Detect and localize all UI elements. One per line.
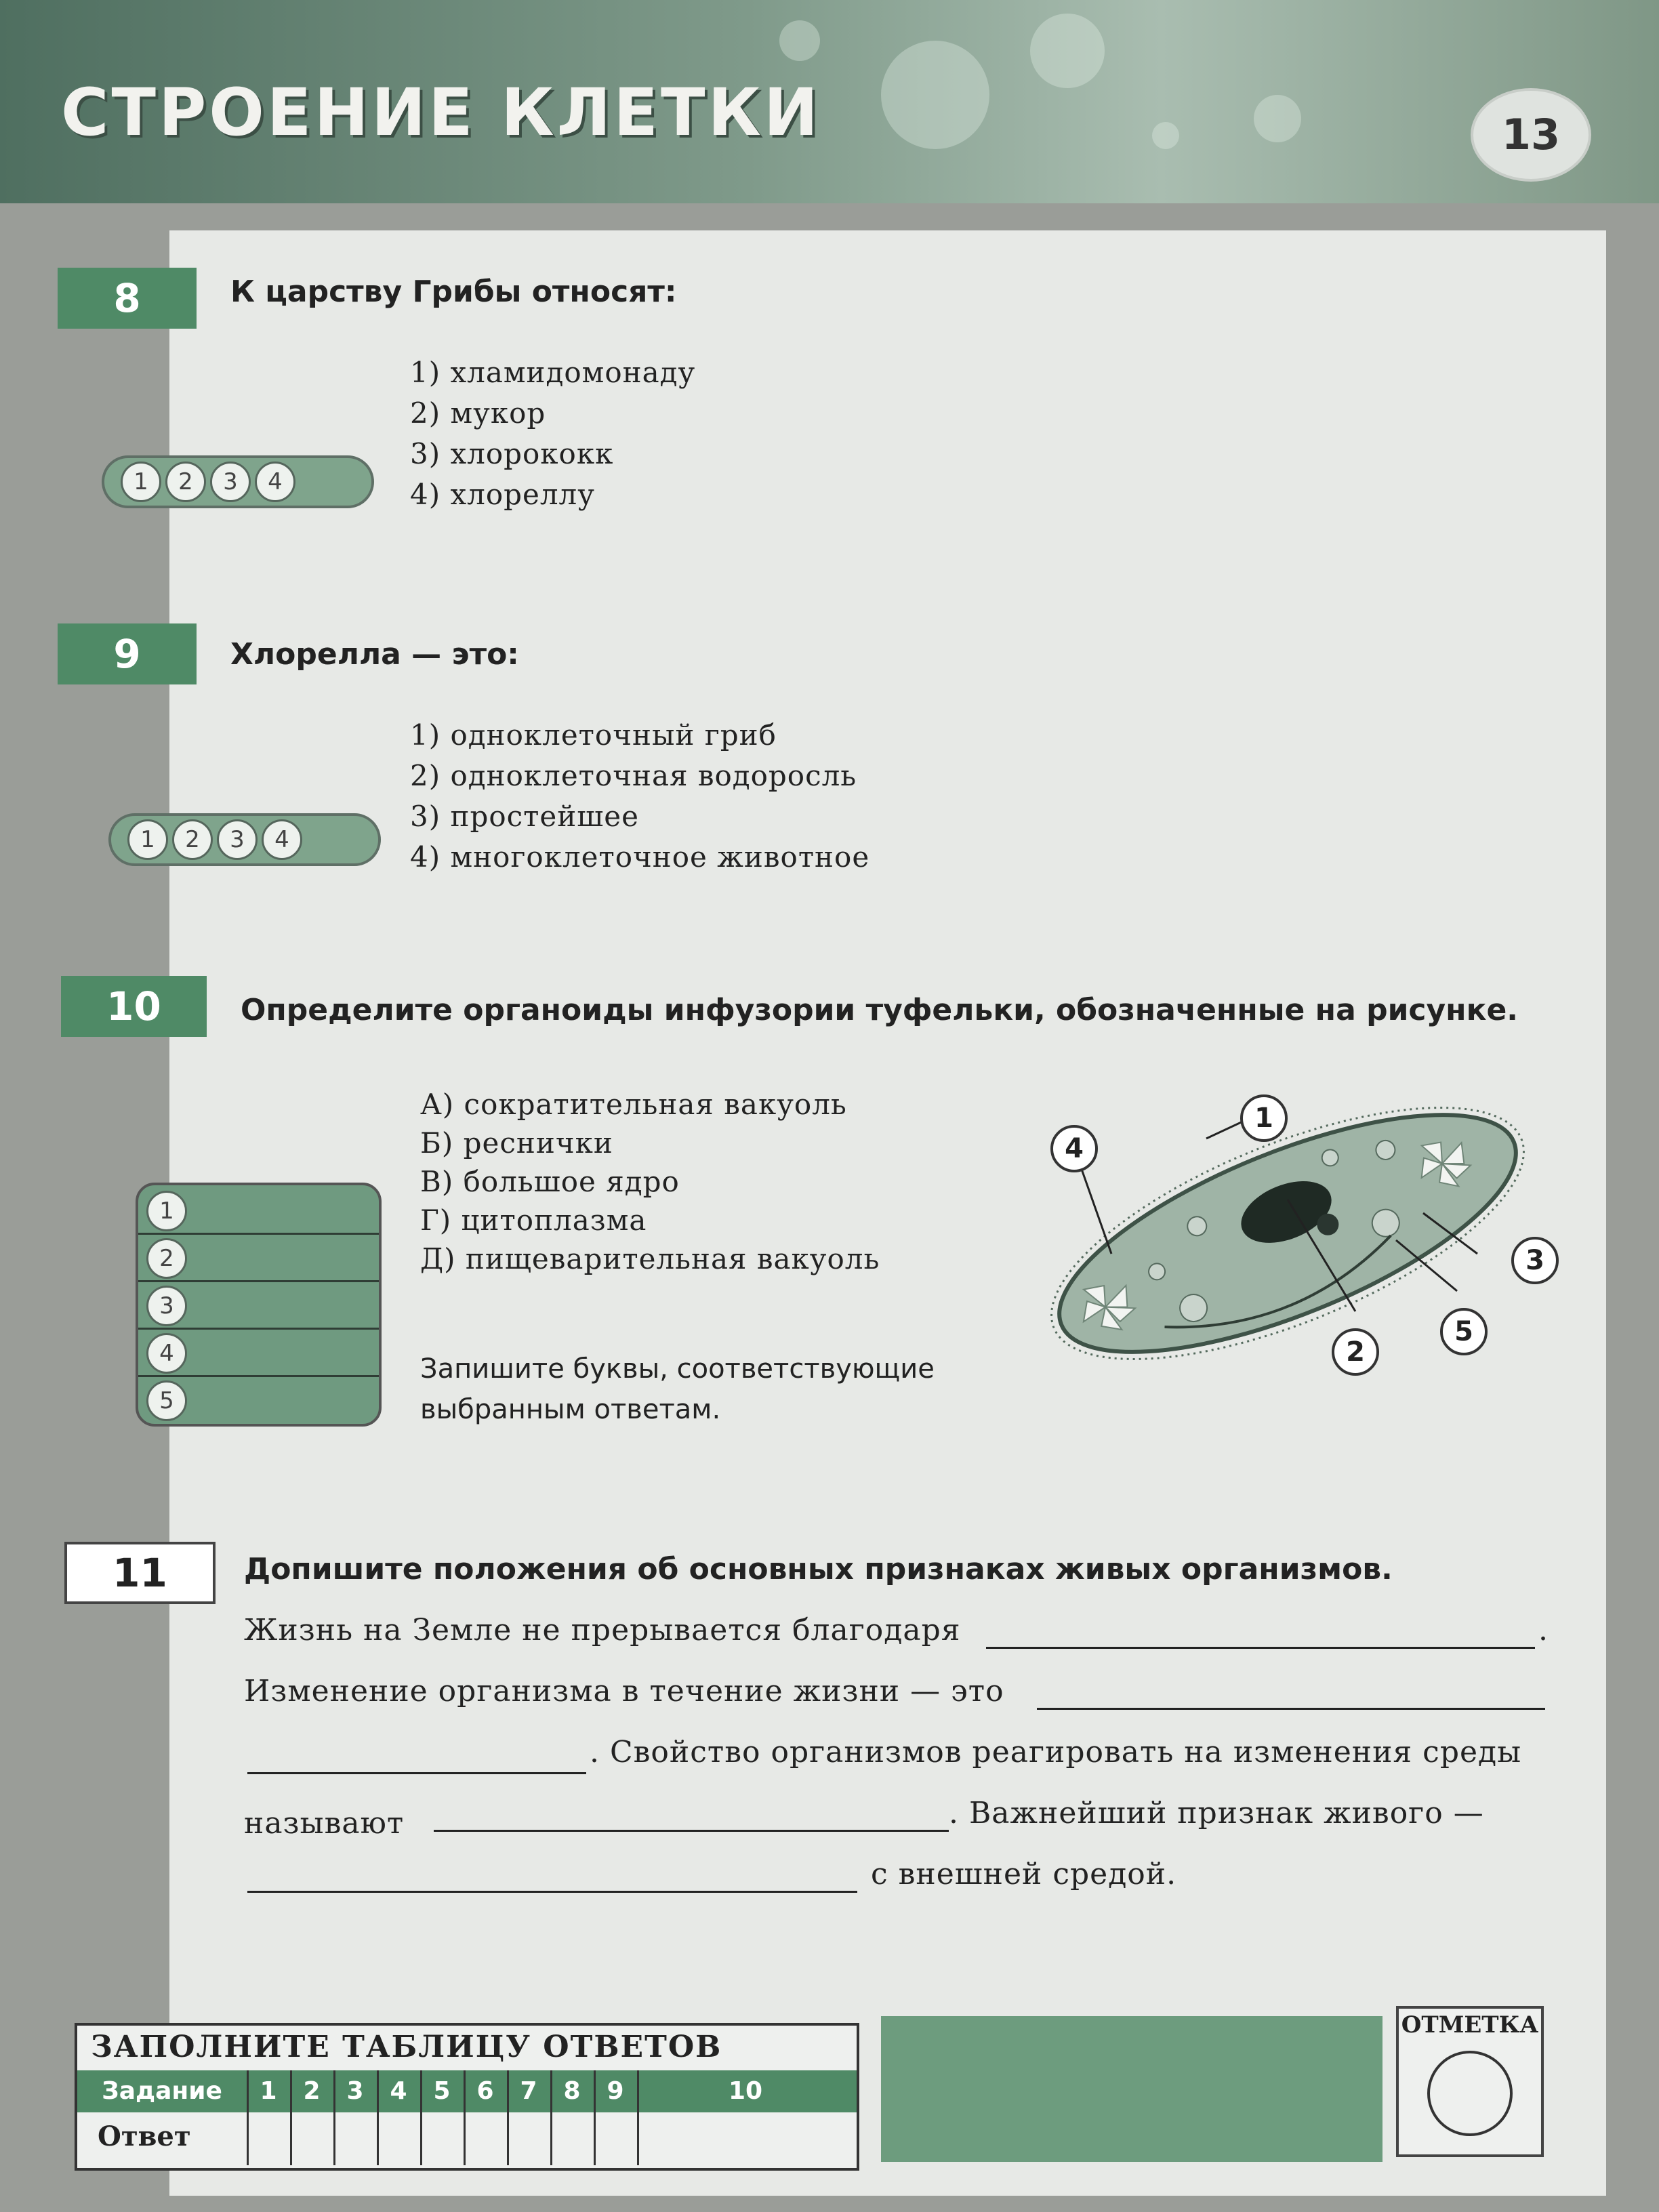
answer-row[interactable] <box>138 1375 379 1422</box>
answer-row[interactable] <box>138 1280 379 1330</box>
column-3: 3 <box>346 2077 364 2105</box>
task-10-option-b: Б) реснички <box>420 1126 613 1160</box>
task-9-option-4: 4) многоклеточное животное <box>410 840 870 874</box>
task-8-option-3: 3) хлорококк <box>410 437 614 470</box>
answer-circle-2[interactable]: 2 <box>172 819 213 860</box>
chapter-title: СТРОЕНИЕ КЛЕТКИ <box>61 75 821 150</box>
row-number: 1 <box>146 1191 187 1231</box>
column-9: 9 <box>607 2077 624 2105</box>
figure-label-3: 3 <box>1511 1237 1559 1284</box>
task-10-number: 10 <box>61 976 207 1037</box>
task-10-answer-box <box>136 1183 382 1427</box>
column-5: 5 <box>433 2077 451 2105</box>
column-4: 4 <box>390 2077 407 2105</box>
answer-circle-3[interactable]: 3 <box>217 819 258 860</box>
figure-label-2: 2 <box>1332 1328 1379 1376</box>
blank-line-1[interactable] <box>986 1647 1535 1649</box>
answer-circle-4[interactable]: 4 <box>262 819 302 860</box>
green-panel <box>881 2016 1382 2162</box>
task-8-option-2: 2) мукор <box>410 396 546 430</box>
blank-line-2[interactable] <box>1037 1708 1545 1710</box>
figure-label-1: 1 <box>1240 1094 1288 1142</box>
task-11-question: Допишите положения об основных признаках живых организмов. <box>244 1552 1393 1586</box>
task-9-question: Хлорелла — это: <box>230 637 519 672</box>
task-11-sentence-1: Жизнь на Земле не прерывается благодаря <box>244 1613 961 1647</box>
task-10-instruction-2: выбранным ответам. <box>420 1394 721 1425</box>
row-number: 3 <box>146 1286 187 1326</box>
row-number: 2 <box>146 1238 187 1279</box>
chapter-header <box>0 0 1659 203</box>
column-7: 7 <box>520 2077 537 2105</box>
answer-table <box>75 2023 859 2171</box>
row-number: 4 <box>146 1333 187 1374</box>
task-11-sentence-4a: называют <box>244 1806 405 1841</box>
task-8-answer-circles <box>102 455 374 508</box>
task-label: Задание <box>102 2077 222 2105</box>
grade-circle[interactable] <box>1427 2051 1513 2136</box>
task-9-answer-circles <box>108 813 381 866</box>
task-9-option-1: 1) одноклеточный гриб <box>410 718 777 752</box>
answer-circle-1[interactable]: 1 <box>127 819 168 860</box>
task-8-question: К царству Грибы относят: <box>230 274 677 309</box>
page-number: 13 <box>1471 88 1591 182</box>
answer-circle-2[interactable]: 2 <box>165 462 206 502</box>
blank-line-5[interactable] <box>247 1891 857 1893</box>
answer-row[interactable] <box>138 1185 379 1235</box>
task-9-option-3: 3) простейшее <box>410 800 639 833</box>
task-10-option-a: А) сократительная вакуоль <box>420 1088 847 1121</box>
answer-row[interactable] <box>138 1328 379 1377</box>
task-8-option-1: 1) хламидомонаду <box>410 356 696 389</box>
column-8: 8 <box>563 2077 581 2105</box>
blank-line-4[interactable] <box>434 1830 949 1832</box>
answer-label: Ответ <box>98 2121 191 2152</box>
figure-label-4: 4 <box>1050 1125 1098 1172</box>
task-9-number: 9 <box>58 623 197 684</box>
row-number: 5 <box>146 1380 187 1421</box>
column-10: 10 <box>728 2077 763 2105</box>
grade-label: ОТМЕТКА <box>1401 2011 1539 2039</box>
figure-label-5: 5 <box>1440 1308 1488 1355</box>
task-10-option-d: Д) пищеварительная вакуоль <box>420 1242 880 1275</box>
task-11-sentence-4b: . Важнейший признак живого — <box>949 1796 1484 1830</box>
task-10-option-v: В) большое ядро <box>420 1165 680 1198</box>
task-8-option-4: 4) хлореллу <box>410 478 595 511</box>
task-11-sentence-3: . Свойство организмов реагировать на изменения среды <box>590 1735 1522 1769</box>
task-11-number: 11 <box>64 1542 216 1604</box>
task-11-sentence-2: Изменение организма в течение жизни — это <box>244 1674 1004 1708</box>
blank-line-3[interactable] <box>247 1772 586 1774</box>
answer-row[interactable] <box>138 1233 379 1282</box>
task-11-sentence-1-end: . <box>1538 1613 1549 1647</box>
task-11-sentence-5: с внешней средой. <box>871 1857 1177 1891</box>
paramecium-figure <box>1003 1057 1572 1410</box>
answer-circle-3[interactable]: 3 <box>210 462 251 502</box>
task-10-instruction-1: Запишите буквы, соответствующие <box>420 1353 935 1385</box>
task-8-number: 8 <box>58 268 197 329</box>
column-2: 2 <box>303 2077 321 2105</box>
grade-box <box>1396 2006 1544 2157</box>
answer-table-header <box>77 2070 857 2112</box>
task-9-option-2: 2) одноклеточная водоросль <box>410 759 857 792</box>
answer-circle-4[interactable]: 4 <box>255 462 295 502</box>
task-10-option-g: Г) цитоплазма <box>420 1204 647 1237</box>
answer-circle-1[interactable]: 1 <box>121 462 161 502</box>
answer-table-title: ЗАПОЛНИТЕ ТАБЛИЦУ ОТВЕТОВ <box>91 2030 722 2064</box>
column-1: 1 <box>260 2077 277 2105</box>
task-10-question: Определите органоиды инфузории туфельки, обозначенные на рисунке. <box>241 993 1518 1027</box>
column-6: 6 <box>476 2077 494 2105</box>
